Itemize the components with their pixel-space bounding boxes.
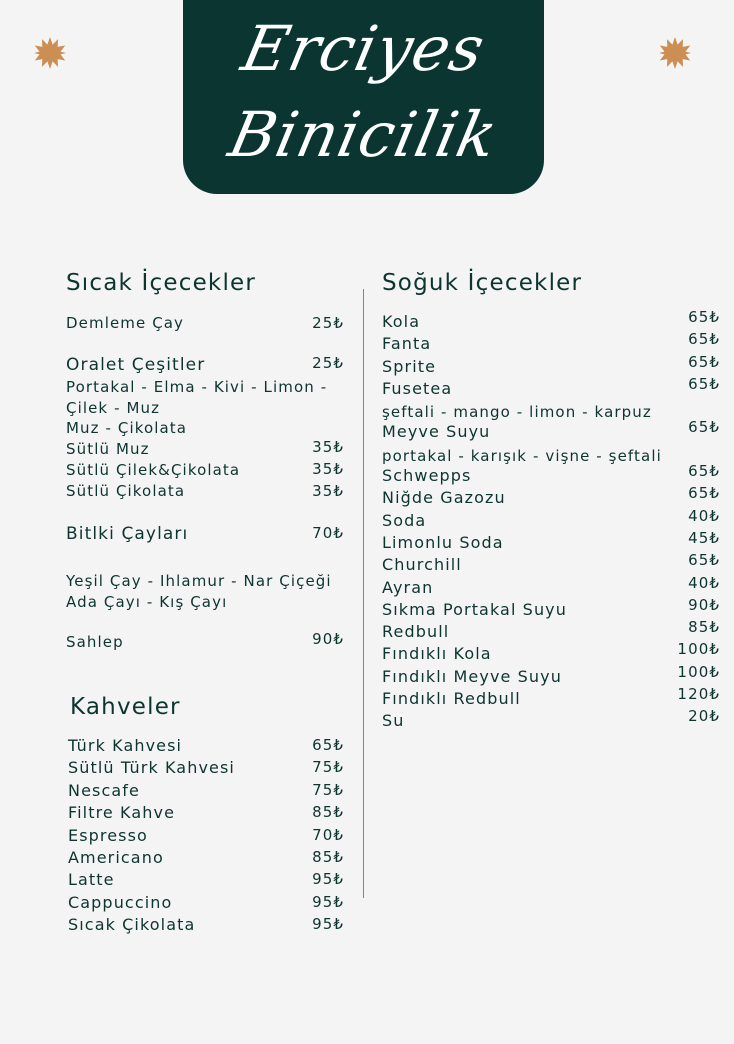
list-item (68, 893, 344, 915)
menu-item-price: 65₺ (688, 418, 720, 437)
menu-item-name: Türk Kahvesi (68, 736, 183, 755)
coffee-heading: Kahveler (70, 694, 181, 720)
menu-item-price: 95₺ (312, 915, 344, 934)
menu-item-price: 75₺ (312, 758, 344, 777)
list-item (382, 484, 720, 510)
list-item (68, 870, 344, 892)
menu-item-name: Sahlep (66, 633, 124, 651)
menu-item-price: 75₺ (312, 780, 344, 799)
menu-item-price: 100₺ (677, 640, 720, 659)
list-item (382, 308, 720, 334)
menu-note: portakal - karışık - vişne - şeftali (382, 446, 662, 465)
menu-item-price: 40₺ (688, 573, 720, 592)
list-item (382, 418, 720, 444)
list-item (382, 330, 720, 356)
menu-item-price: 95₺ (312, 870, 344, 889)
menu-note: Çilek - Muz (66, 399, 161, 417)
title-line-1: Erciyes (235, 12, 492, 85)
menu-item-name: Sütlü Muz (66, 440, 150, 458)
header-banner (183, 0, 544, 194)
menu-item-price: 25₺ (312, 314, 344, 332)
menu-item-price: 95₺ (312, 892, 344, 911)
list-item (68, 758, 344, 780)
menu-item-name: Redbull (382, 622, 450, 642)
menu-item-name: Filtre Kahve (68, 803, 176, 823)
menu-item-price: 65₺ (688, 308, 720, 326)
list-item (68, 915, 344, 937)
menu-item-price: 35₺ (312, 438, 344, 456)
menu-item-name: Schwepps (382, 466, 472, 486)
menu-item-name: Soda (382, 510, 427, 530)
menu-item-name: Niğde Gazozu (382, 488, 506, 508)
menu-item-price: 65₺ (688, 330, 720, 349)
list-item (382, 685, 720, 711)
menu-note: şeftali - mango - limon - karpuz (382, 403, 652, 422)
list-item (68, 803, 344, 825)
list-item (382, 640, 720, 666)
starburst-icon (658, 36, 692, 70)
menu-item-price: 90₺ (312, 630, 344, 648)
menu-item-name: Kola (382, 312, 421, 331)
list-item (68, 848, 344, 870)
list-item (382, 462, 720, 488)
menu-item-price: 20₺ (688, 707, 720, 726)
menu-item-price: 100₺ (677, 662, 720, 681)
menu-item-name: Fanta (382, 334, 432, 354)
list-item (382, 352, 720, 379)
list-item (382, 618, 720, 644)
menu-item-name: Limonlu Soda (382, 532, 504, 552)
menu-item-name: Bitlki Çayları (66, 524, 189, 544)
list-item (68, 736, 344, 758)
title-line-2: Binicilik (222, 98, 505, 171)
list-item (382, 573, 720, 600)
menu-item-price: 90₺ (688, 595, 720, 614)
list-item (382, 551, 720, 577)
menu-item-price: 70₺ (312, 825, 344, 844)
menu-item-name: Nescafe (68, 780, 140, 800)
starburst-icon (33, 36, 67, 70)
menu-item-name: Fındıklı Kola (382, 644, 492, 664)
menu-item-name: Su (382, 711, 405, 731)
menu-item-price: 120₺ (677, 685, 720, 704)
menu-item-name: Fındıklı Meyve Suyu (382, 666, 562, 686)
hot-drinks-heading: Sıcak İçecekler (66, 270, 257, 296)
list-item (382, 401, 720, 422)
menu-note: Ada Çayı - Kış Çayı (66, 593, 228, 611)
menu-item-price: 85₺ (312, 847, 344, 866)
menu-item-name: Sıkma Portakal Suyu (382, 599, 567, 619)
list-item (382, 595, 720, 622)
menu-note: Yeşil Çay - Ihlamur - Nar Çiçeği (66, 572, 332, 590)
list-item (382, 374, 720, 401)
menu-item-name: Fındıklı Redbull (382, 689, 521, 709)
menu-item-name: Sütlü Türk Kahvesi (68, 758, 235, 778)
menu-item-price: 65₺ (688, 374, 720, 393)
menu-item-price: 65₺ (312, 736, 344, 754)
menu-item-name: Sıcak Çikolata (68, 915, 196, 935)
list-item (382, 707, 720, 733)
menu-item-name: Latte (68, 870, 115, 890)
list-item (382, 506, 720, 533)
menu-item-price: 35₺ (312, 460, 344, 478)
menu-item-name: Meyve Suyu (382, 422, 491, 442)
menu-item-price: 85₺ (312, 803, 344, 822)
menu-item-price: 45₺ (688, 528, 720, 547)
menu-item-price: 25₺ (312, 354, 344, 372)
menu-item-price: 65₺ (688, 551, 720, 570)
menu-note: Portakal - Elma - Kivi - Limon - (66, 378, 328, 396)
cold-drinks-list (382, 308, 720, 734)
column-divider (363, 289, 364, 898)
menu-item-price: 40₺ (688, 506, 720, 525)
list-item (382, 528, 720, 555)
menu-item-price: 65₺ (688, 352, 720, 371)
menu-item-name: Oralet Çeşitler (66, 355, 206, 375)
menu-item-price: 35₺ (312, 482, 344, 500)
menu-item-name: Sütlü Çikolata (66, 482, 186, 500)
menu-item-name: Ayran (382, 577, 434, 597)
list-item (382, 445, 720, 466)
menu-item-name: Churchill (382, 555, 462, 575)
menu-item-price: 65₺ (688, 484, 720, 503)
menu-item-price: 85₺ (688, 618, 720, 637)
menu-item-name: Sprite (382, 356, 437, 376)
menu-item-name: Espresso (68, 825, 148, 845)
list-item (68, 826, 344, 848)
menu-item-name: Fusetea (382, 378, 453, 398)
menu-item-name: Americano (68, 847, 164, 867)
coffee-list (68, 736, 344, 938)
menu-item-name: Cappuccino (68, 892, 173, 912)
list-item (68, 781, 344, 803)
menu-item-price: 70₺ (312, 524, 344, 542)
list-item (382, 662, 720, 689)
menu-note: Muz - Çikolata (66, 419, 188, 437)
menu-item-name: Sütlü Çilek&Çikolata (66, 461, 241, 479)
menu-item-price: 65₺ (688, 462, 720, 481)
cold-drinks-heading: Soğuk İçecekler (382, 270, 583, 296)
menu-item-name: Demleme Çay (66, 314, 185, 332)
